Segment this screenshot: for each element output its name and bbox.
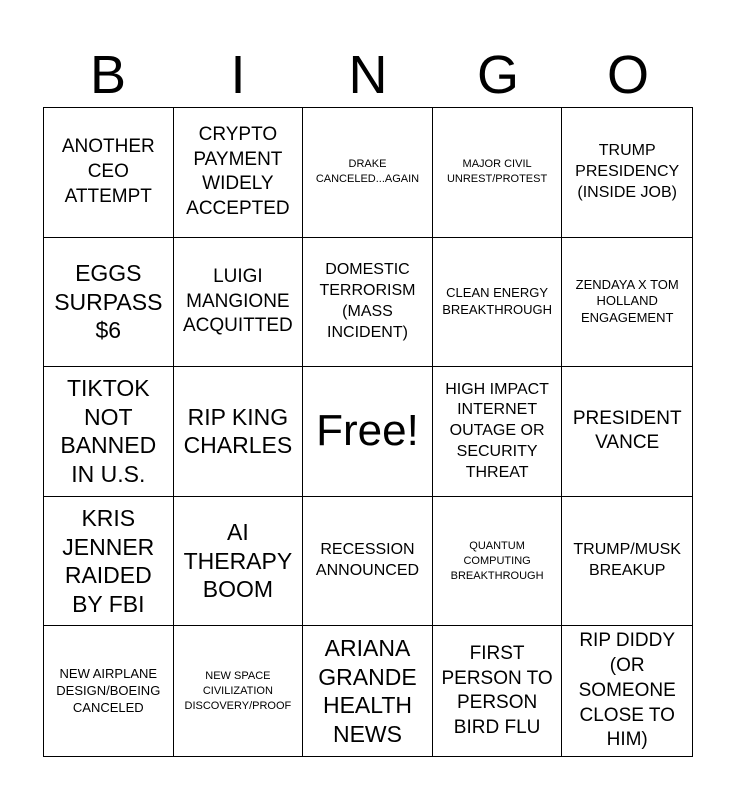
- cell-text: CLEAN ENERGY BREAKTHROUGH: [442, 285, 552, 317]
- cell-text: TRUMP PRESIDENCY (INSIDE JOB): [575, 142, 680, 201]
- bingo-cell[interactable]: [433, 367, 563, 497]
- cell-text: RECESSION ANNOUNCED: [315, 541, 420, 580]
- bingo-cell[interactable]: [174, 238, 304, 368]
- cell-text: NEW SPACE CIVILIZATION DISCOVERY/PROOF: [184, 669, 292, 712]
- cell-text: PRESIDENT VANCE: [572, 407, 682, 454]
- cell-text: RIP KING CHARLES: [183, 403, 293, 459]
- bingo-cell[interactable]: [562, 626, 692, 756]
- cell-text: DOMESTIC TERRORISM (MASS INCIDENT): [319, 261, 416, 341]
- cell-text: TRUMP/MUSK BREAKUP: [573, 541, 681, 580]
- cell-text: HIGH IMPACT INTERNET OUTAGE OR SECURITY THREAT: [445, 380, 549, 481]
- bingo-header: [43, 44, 693, 106]
- free-cell[interactable]: [303, 367, 433, 497]
- header-letter-n: N: [348, 45, 388, 105]
- cell-text: AI THERAPY BOOM: [183, 519, 293, 603]
- header-letter-o: O: [606, 45, 649, 105]
- cell-text: RIP DIDDY (OR SOMEONE CLOSE TO HIM): [578, 630, 676, 751]
- bingo-cell[interactable]: [433, 238, 563, 368]
- bingo-cell[interactable]: [562, 108, 692, 238]
- bingo-cell[interactable]: [303, 626, 433, 756]
- bingo-cell[interactable]: [44, 108, 174, 238]
- bingo-cell[interactable]: [174, 626, 304, 756]
- cell-text: KRIS JENNER RAIDED BY FBI: [62, 505, 155, 617]
- bingo-cell[interactable]: [44, 626, 174, 756]
- bingo-cell[interactable]: [562, 497, 692, 627]
- bingo-cell[interactable]: [44, 238, 174, 368]
- bingo-cell[interactable]: [303, 497, 433, 627]
- cell-text: MAJOR CIVIL UNREST/PROTEST: [446, 158, 548, 186]
- bingo-cell[interactable]: [303, 108, 433, 238]
- bingo-cell[interactable]: [303, 238, 433, 368]
- bingo-cell[interactable]: [433, 108, 563, 238]
- cell-text: QUANTUM COMPUTING BREAKTHROUGH: [450, 539, 544, 582]
- cell-text: LUIGI MANGIONE ACQUITTED: [183, 265, 293, 337]
- cell-text: ANOTHER CEO ATTEMPT: [61, 136, 155, 207]
- cell-text: CRYPTO PAYMENT WIDELY ACCEPTED: [186, 123, 290, 219]
- cell-text: DRAKE CANCELED...AGAIN: [315, 158, 420, 186]
- header-letter-g: G: [476, 45, 519, 105]
- bingo-cell[interactable]: [174, 497, 304, 627]
- bingo-cell[interactable]: [44, 367, 174, 497]
- bingo-cell[interactable]: [174, 367, 304, 497]
- bingo-cell[interactable]: [433, 626, 563, 756]
- bingo-cell[interactable]: [174, 108, 304, 238]
- bingo-cell[interactable]: [562, 367, 692, 497]
- bingo-cell[interactable]: [562, 238, 692, 368]
- cell-text: ARIANA GRANDE HEALTH NEWS: [318, 635, 417, 747]
- free-text: Free!: [316, 406, 419, 456]
- header-letter-b: B: [89, 45, 127, 105]
- header-letter-i: I: [230, 45, 246, 105]
- cell-text: TIKTOK NOT BANNED IN U.S.: [60, 375, 157, 487]
- bingo-cell[interactable]: [44, 497, 174, 627]
- bingo-cell[interactable]: [433, 497, 563, 627]
- bingo-board: [43, 107, 693, 757]
- cell-text: ZENDAYA X TOM HOLLAND ENGAGEMENT: [575, 276, 679, 326]
- cell-text: FIRST PERSON TO PERSON BIRD FLU: [441, 642, 553, 738]
- cell-text: EGGS SURPASS $6: [54, 260, 163, 344]
- cell-text: NEW AIRPLANE DESIGN/BOEING CANCELED: [56, 665, 161, 715]
